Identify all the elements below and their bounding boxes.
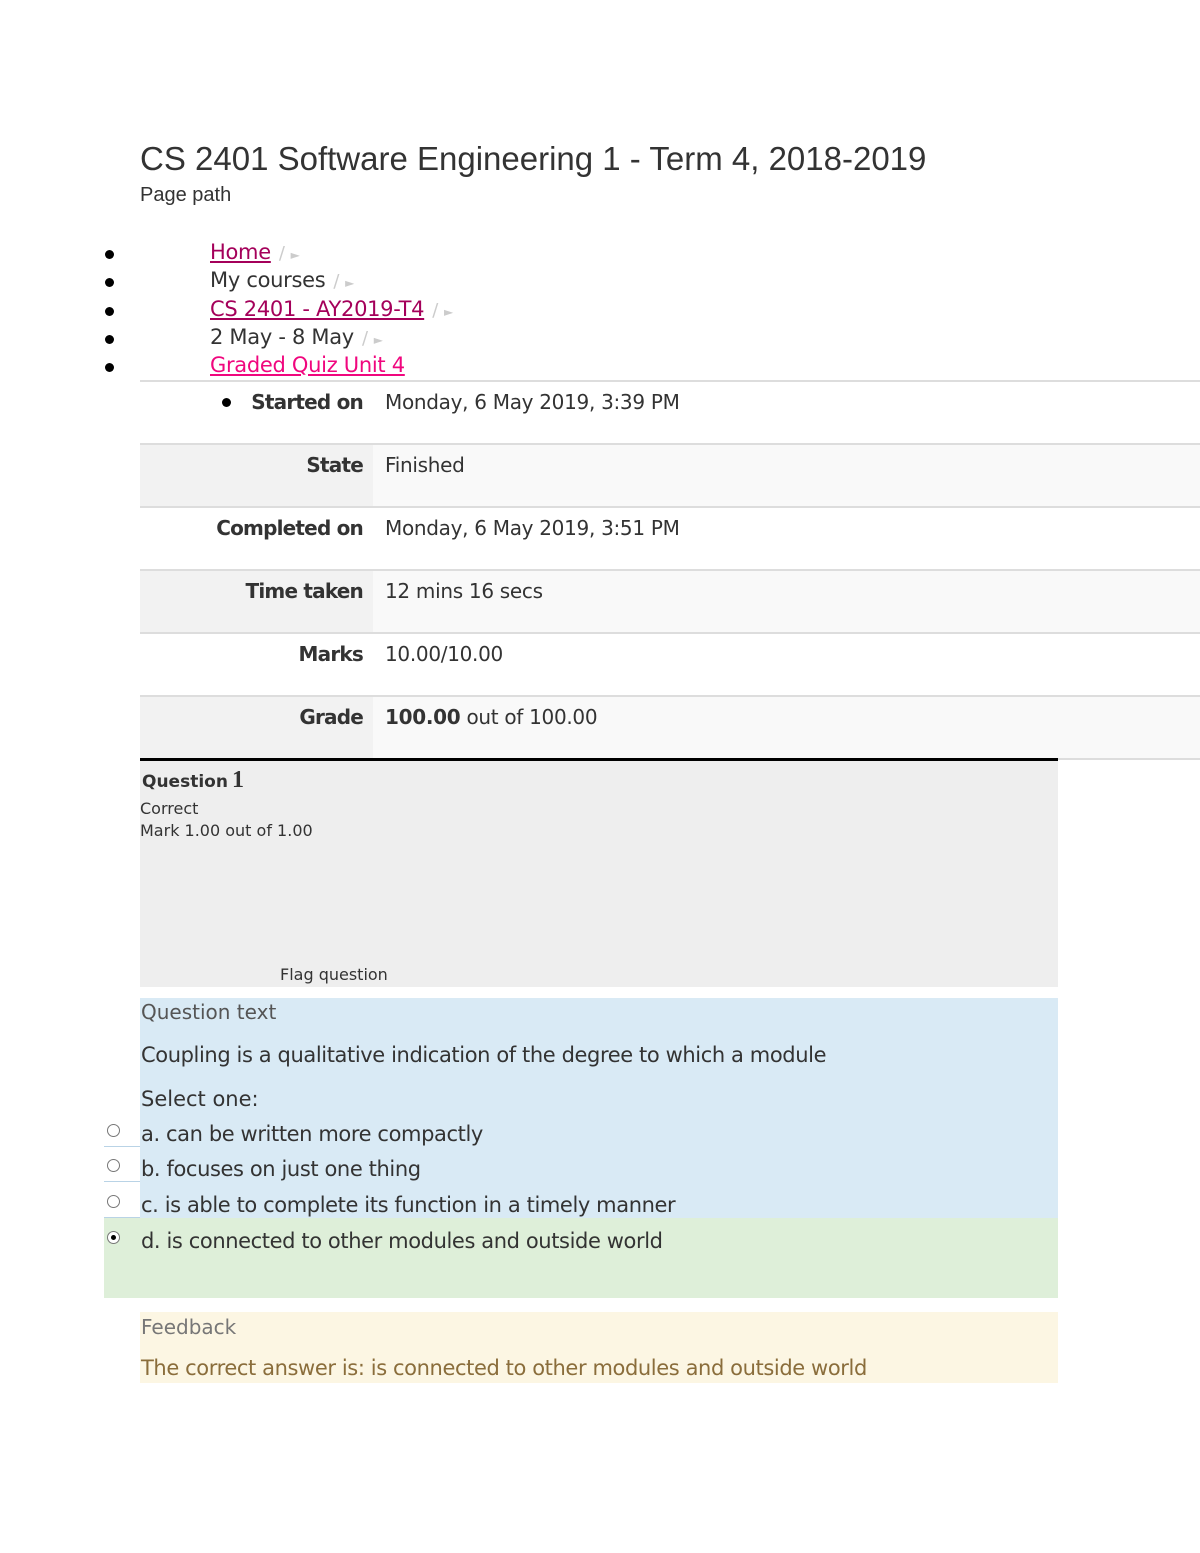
breadcrumb-separator: / — [361, 328, 368, 349]
question-number-value: 1 — [231, 767, 244, 793]
breadcrumb-item-week — [0, 325, 700, 353]
breadcrumb-item-quiz — [0, 353, 700, 381]
answer-option-a[interactable] — [104, 1122, 1004, 1158]
answer-option-b[interactable] — [104, 1157, 1004, 1193]
question-label: Question — [142, 772, 228, 792]
answer-option-label: b. focuses on just one thing — [141, 1157, 421, 1181]
summary-key: Marks — [298, 642, 363, 666]
breadcrumb-item-course — [0, 297, 700, 325]
question-number — [142, 767, 244, 794]
quiz-summary-table — [140, 380, 1200, 760]
bullet-icon — [105, 307, 114, 316]
breadcrumb-item-my-courses — [0, 268, 700, 296]
question-state: Correct — [140, 799, 199, 818]
page-path-label: Page path — [140, 184, 232, 206]
question-mark: Mark 1.00 out of 1.00 — [140, 821, 313, 840]
bullet-icon — [222, 398, 231, 407]
breadcrumb-separator: / — [432, 300, 438, 321]
answer-option-label: c. is able to complete its function in a timely manner — [141, 1193, 676, 1217]
radio-button[interactable] — [107, 1124, 120, 1137]
breadcrumb-text-my-courses: My courses — [210, 268, 326, 292]
summary-row-marks — [140, 634, 1200, 697]
breadcrumb-separator: / — [333, 271, 340, 292]
summary-row-started-on — [140, 382, 1200, 445]
breadcrumb-separator: / — [278, 243, 285, 264]
bullet-icon — [105, 335, 114, 344]
answer-option-label: a. can be written more compactly — [141, 1122, 483, 1146]
bullet-icon — [105, 250, 114, 259]
summary-value: Monday, 6 May 2019, 3:39 PM — [385, 390, 680, 414]
bullet-icon — [105, 363, 114, 372]
summary-value: 10.00/10.00 — [385, 642, 503, 666]
radio-button-selected[interactable] — [107, 1231, 120, 1244]
question-prompt: Coupling is a qualitative indication of the degree to which a module — [141, 1043, 827, 1067]
question-info-panel — [140, 758, 1058, 987]
breadcrumb-item-home — [0, 240, 700, 268]
page-title: CS 2401 Software Engineering 1 - Term 4, 2018-2019 — [140, 140, 927, 177]
arrow-right-icon: ► — [290, 248, 300, 262]
feedback-header: Feedback — [141, 1315, 237, 1339]
summary-value — [385, 705, 597, 729]
select-one-label: Select one: — [141, 1087, 259, 1111]
summary-value: 12 mins 16 secs — [385, 579, 543, 603]
answer-option-label: d. is connected to other modules and outside world — [141, 1229, 663, 1253]
radio-button[interactable] — [107, 1195, 120, 1208]
summary-key: Grade — [299, 705, 363, 729]
answer-option-c[interactable] — [104, 1193, 1004, 1229]
summary-key: Completed on — [216, 516, 363, 540]
feedback-text: The correct answer is: is connected to other modules and outside world — [141, 1356, 867, 1380]
summary-value: Finished — [385, 453, 465, 477]
breadcrumb-text-week: 2 May - 8 May — [210, 325, 354, 349]
summary-row-state — [140, 445, 1200, 508]
breadcrumb-link-quiz[interactable]: Graded Quiz Unit 4 — [210, 353, 405, 377]
grade-total: out of 100.00 — [460, 705, 598, 729]
arrow-right-icon: ► — [345, 276, 355, 290]
summary-row-time-taken — [140, 571, 1200, 634]
summary-row-grade — [140, 697, 1200, 760]
flag-question-link[interactable]: Flag question — [280, 965, 388, 984]
question-text-header: Question text — [141, 1000, 277, 1024]
summary-value: Monday, 6 May 2019, 3:51 PM — [385, 516, 680, 540]
bullet-icon — [105, 278, 114, 287]
radio-button[interactable] — [107, 1159, 120, 1172]
grade-score: 100.00 — [385, 705, 461, 729]
arrow-right-icon: ► — [373, 333, 383, 347]
arrow-right-icon: ► — [443, 305, 453, 319]
summary-key: Time taken — [245, 579, 363, 603]
summary-key: Started on — [251, 390, 363, 414]
summary-key: State — [306, 453, 363, 477]
answer-option-d[interactable] — [104, 1229, 1004, 1265]
breadcrumb-link-home[interactable]: Home — [210, 240, 271, 264]
breadcrumb-link-course[interactable]: CS 2401 - AY2019-T4 — [210, 297, 425, 321]
summary-row-completed-on — [140, 508, 1200, 571]
